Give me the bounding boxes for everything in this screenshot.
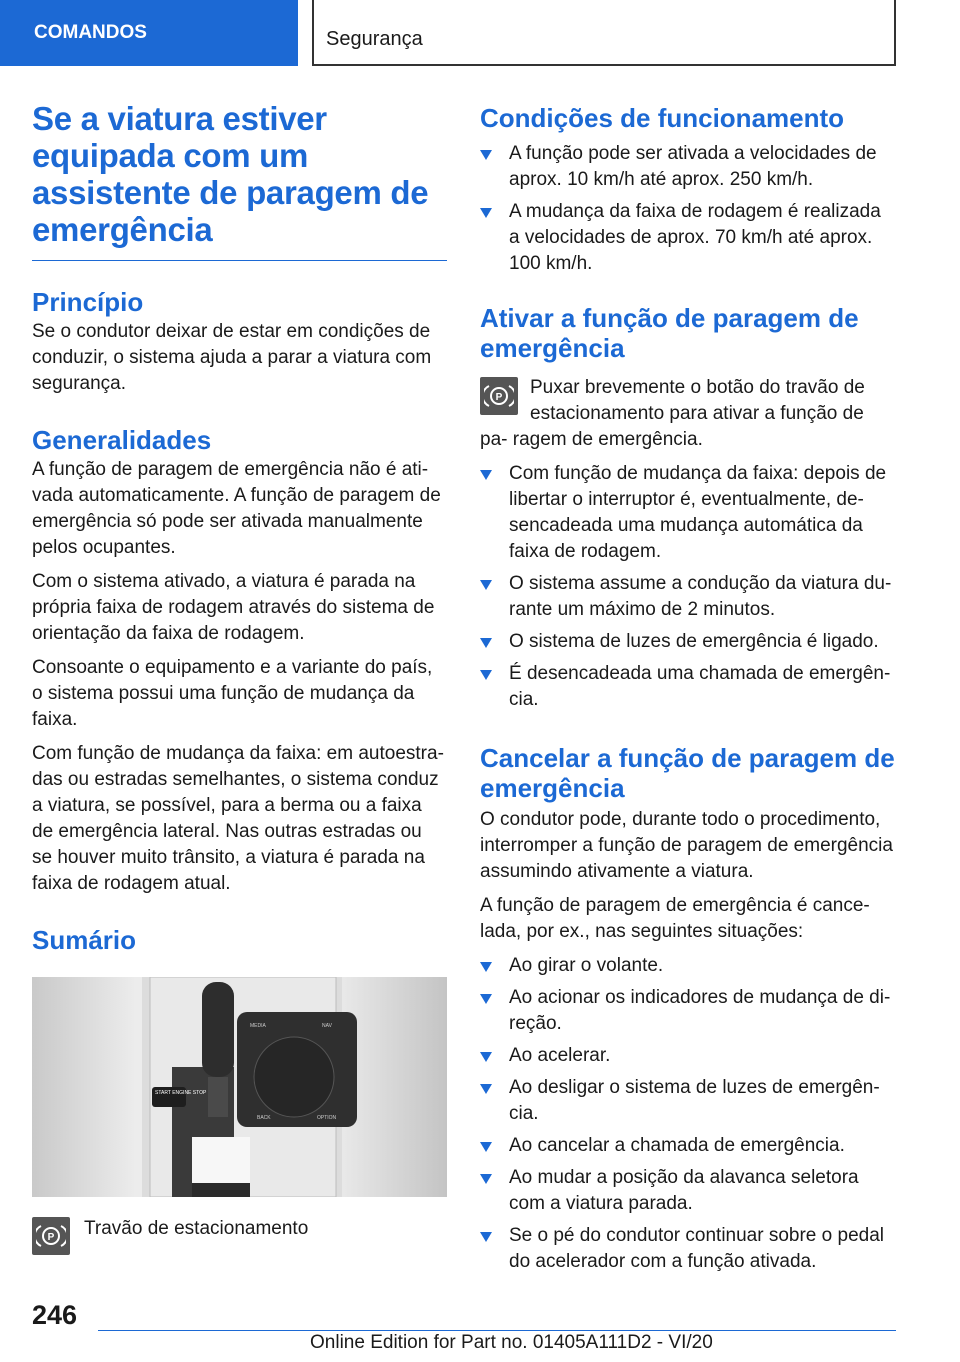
conditions-heading: Condições de funcionamento <box>480 103 845 133</box>
page-title: Se a viatura estiver equipada com um assistente de paragem de emergência <box>32 100 447 261</box>
principle-text: Se o condutor deixar de estar em condições de conduzir, o sistema ajuda a parar a viatura com segurança. <box>32 321 432 394</box>
activate-intro-text: Puxar brevemente o botão do travão de estacionamento para ativar a função de pa- ragem de emergência. <box>480 377 865 450</box>
list-item: Ao acionar os indicadores de mudança de di- reção. <box>480 985 895 1037</box>
list-item: Ao girar o volante. <box>480 953 895 979</box>
footer-divider <box>98 1330 896 1331</box>
svg-text:P: P <box>495 392 503 403</box>
svg-text:P: P <box>47 1232 55 1243</box>
triangle-bullet-icon <box>480 208 492 218</box>
list-item: A função pode ser ativada a velocidades de aprox. 10 km/h até aprox. 250 km/h. <box>480 141 895 193</box>
legend-label: Travão de estacionamento <box>84 1218 309 1239</box>
page-number: 246 <box>32 1300 78 1330</box>
triangle-bullet-icon <box>480 670 492 680</box>
triangle-bullet-icon <box>480 580 492 590</box>
activate-list <box>480 461 895 713</box>
photo-label-media: MEDIA <box>250 1023 266 1029</box>
principle-heading: Princípio <box>32 287 144 317</box>
photo-label-start: START ENGINE STOP <box>155 1090 207 1096</box>
list-item: A mudança da faixa de rodagem é realizada a velocidades de aprox. 70 km/h até aprox. 100 km/h. <box>480 199 895 277</box>
legend-row <box>32 1217 447 1255</box>
photo-label-nav: NAV <box>322 1023 332 1029</box>
edition-note: Online Edition for Part no. 01405A111D2 - VI/20 <box>310 1332 713 1353</box>
general-paragraph: Com o sistema ativado, a viatura é parada na própria faixa de rodagem através do sistema de orientação da faixa de rodagem. <box>32 571 435 644</box>
general-heading: Generalidades <box>32 425 212 455</box>
section-tab: COMANDOS <box>0 0 298 66</box>
general-paragraph: A função de paragem de emergência não é ati- vada automaticamente. A função de paragem de emergência só pode ser ativada manualmente pelos ocupantes. <box>32 459 441 558</box>
triangle-bullet-icon <box>480 1142 492 1152</box>
general-paragraph: Consoante o equipamento e a variante do país, o sistema possui uma função de mudança da faixa. <box>32 657 433 730</box>
triangle-bullet-icon <box>480 1174 492 1184</box>
photo-label-back: BACK <box>257 1115 271 1121</box>
list-item: O sistema assume a condução da viatura du- rante um máximo de 2 minutos. <box>480 571 895 623</box>
triangle-bullet-icon <box>480 470 492 480</box>
triangle-bullet-icon <box>480 962 492 972</box>
parking-brake-icon <box>32 1217 70 1255</box>
list-item: Com função de mudança da faixa: depois de libertar o interruptor é, eventualmente, de- sencadeada uma mudança automática da faixa de rodagem. <box>480 461 895 565</box>
activate-heading: Ativar a função de paragem de emergência <box>480 303 859 363</box>
triangle-bullet-icon <box>480 1084 492 1094</box>
page-header <box>0 0 960 66</box>
cancel-list <box>480 953 895 1275</box>
cancel-paragraph: A função de paragem de emergência é cance- lada, por ex., nas seguintes situações: <box>480 895 870 942</box>
left-column <box>32 100 447 1255</box>
triangle-bullet-icon <box>480 1052 492 1062</box>
triangle-bullet-icon <box>480 994 492 1004</box>
list-item: É desencadeada uma chamada de emergên- cia. <box>480 661 895 713</box>
list-item: Ao desligar o sistema de luzes de emergên- cia. <box>480 1075 895 1127</box>
list-item: Ao cancelar a chamada de emergência. <box>480 1133 895 1159</box>
triangle-bullet-icon <box>480 1232 492 1242</box>
conditions-list <box>480 141 895 277</box>
triangle-bullet-icon <box>480 150 492 160</box>
list-item: Ao mudar a posição da alavanca seletora com a viatura parada. <box>480 1165 895 1217</box>
center-console-illustration <box>32 977 447 1197</box>
list-item: O sistema de luzes de emergência é ligado. <box>480 629 895 655</box>
activate-intro <box>480 375 895 453</box>
cancel-heading: Cancelar a função de paragem de emergência <box>480 743 895 803</box>
triangle-bullet-icon <box>480 638 492 648</box>
center-console-photo <box>32 977 447 1197</box>
right-column <box>480 100 895 1275</box>
topic-title: Segurança <box>312 0 896 66</box>
list-item: Ao acelerar. <box>480 1043 895 1069</box>
summary-heading: Sumário <box>32 925 137 955</box>
parking-brake-icon <box>480 377 518 415</box>
general-paragraph: Com função de mudança da faixa: em autoestra- das ou estradas semelhantes, o sistema conduz a viatura, se possível, para a berma ou a faixa de emergência lateral. Nas outras estradas ou se houver muito trânsito, a viatura é parada na faixa de rodagem atual. <box>32 743 444 894</box>
cancel-paragraph: O condutor pode, durante todo o procedimento, interromper a função de paragem de emergência assumindo ativamente a viatura. <box>480 809 893 882</box>
photo-label-option: OPTION <box>317 1115 337 1121</box>
list-item: Se o pé do condutor continuar sobre o pedal do acelerador com a função ativada. <box>480 1223 895 1275</box>
